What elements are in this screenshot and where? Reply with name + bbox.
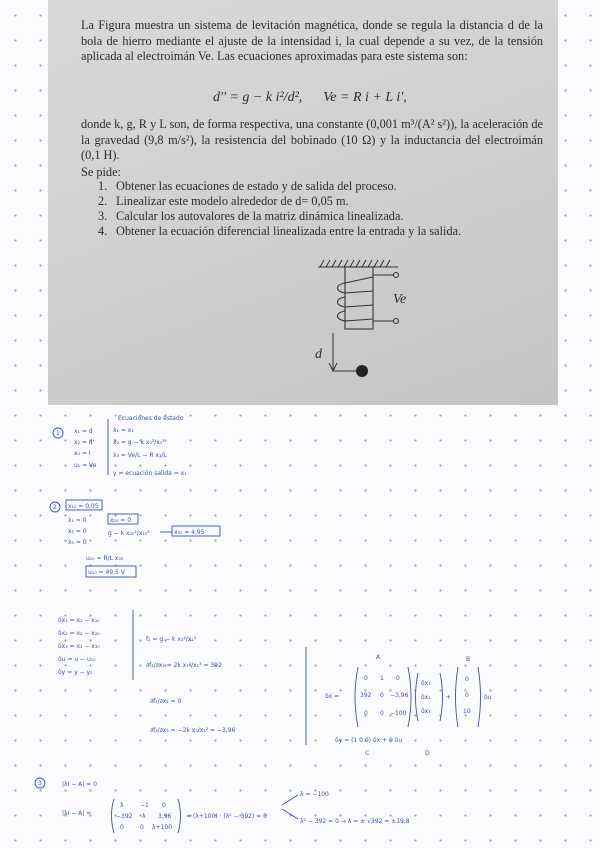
- task-item: 2. Linealizar este modelo alrededor de d= 0,05 m.: [98, 194, 349, 208]
- problem-photo: [48, 0, 558, 405]
- plus-sign: +: [446, 694, 452, 701]
- matrix-a-cell: 0: [380, 710, 384, 717]
- x20-value: x₂₀ = 0: [110, 517, 132, 524]
- state-vector: δx₂: [421, 694, 431, 701]
- eigenvalue-1: λ = −100: [300, 791, 329, 798]
- matrix-a-cell: 0: [364, 675, 368, 682]
- part2-line: ẋ₃ = 0: [68, 539, 87, 546]
- part1-def: u₁ = Ve: [74, 462, 97, 469]
- partial-x2: ∂f₂/∂x₂ = 0: [150, 698, 182, 705]
- branch-lines: [282, 795, 298, 819]
- matrix-a-label: A: [376, 654, 381, 661]
- matrix-c-label: C: [365, 750, 370, 757]
- delta-x-dot: δẋ =: [325, 693, 340, 700]
- part1-marker: 1: [56, 430, 60, 437]
- state-vector: δx₃: [421, 708, 431, 715]
- matrix-a-cell: 0: [380, 692, 384, 699]
- matrix-d-label: D: [425, 750, 430, 757]
- matrix-b-cell: 0: [465, 692, 469, 699]
- characteristic-equation: |λI − A| = 0: [62, 781, 97, 788]
- part2-line: ẋ₁ = 0: [68, 517, 87, 524]
- problem-constants: donde k, g, R y L son, de forma respectiva, una constante (0,001 m³/(A² s²)), la aceleración de la gravedad (9,8 m/s²), la resistencia del bobinado (10 Ω) y la inductancia del electroimán (0,1 H).: [81, 117, 543, 163]
- x30-value: x₃₀ = 4,95: [174, 529, 205, 536]
- det-cell: 0: [120, 824, 124, 831]
- part2-notes: [50, 500, 220, 577]
- matrix-a-cell: 0: [396, 675, 400, 682]
- det-cell: −1: [140, 802, 149, 809]
- task-item: 1. Obtener las ecuaciones de estado y de salida del proceso.: [98, 179, 397, 193]
- matrix-b-cell: 10: [463, 708, 471, 715]
- part2-marker: 2: [53, 504, 57, 511]
- se-pide-label: Se pide:: [81, 165, 121, 179]
- u10-line: u₁₀ = R/L x₃₀: [86, 555, 124, 562]
- det-cell: λ: [142, 813, 146, 820]
- f2-definition: f₂ = g − k x₃²/x₁²: [146, 636, 197, 643]
- matrix-b-label: B: [466, 656, 471, 663]
- matrix-a-cell: 392: [360, 692, 372, 699]
- task-item: 3. Calcular los autovalores de la matriz dinámica linealizada.: [98, 209, 404, 223]
- electromagnet-core: [338, 267, 399, 329]
- equation-electric: Ve = R i + L i',: [323, 90, 407, 105]
- part3-marker: 3: [38, 780, 42, 787]
- part1-notes: [53, 415, 187, 477]
- partial-x1: ∂f₂/∂x₁ = 2k x₃²/x₁³ = 392: [146, 662, 222, 669]
- part1-eq: ẋ₁ = x₂: [113, 427, 134, 434]
- matrix-a-cell: −100: [390, 710, 407, 717]
- eigenvalue-2: λ² − 392 = 0 → λ = ± √392 = ±19,8: [300, 818, 410, 825]
- problem-intro: La Figura muestra un sistema de levitación magnética, donde se regula la distancia d de la bola de hierro mediante el ajuste de la intensidad i, la cual depende a su vez, de la tensión aplicada al electroimán Ve. Las ecuaciones aproximadas para este sistema son:: [81, 18, 543, 64]
- delta-line: δu = u − u₁₀: [58, 656, 96, 663]
- distance-arrow: [329, 333, 360, 371]
- u10-value: u₁₀ = 49,5 V: [88, 569, 125, 576]
- det-label: |λI − A| =: [62, 810, 92, 817]
- det-expansion: = (λ+100) · (λ² − 392) = 0: [186, 813, 267, 820]
- handwritten-notes: [0, 405, 600, 848]
- partial-x3: ∂f₂/∂x₃ = −2k x₃/x₁² = −3,96: [150, 727, 236, 734]
- d-label: d: [315, 347, 322, 362]
- output-equation: δy = (1 0 0) δx + 0 δu: [335, 737, 403, 744]
- part3-notes: [35, 778, 410, 833]
- part1-eq: y = ecuación salida = x₁: [113, 470, 187, 477]
- delta-line: δy = y − y₀: [58, 669, 93, 676]
- levitation-diagram: [263, 255, 423, 390]
- det-cell: 0: [140, 824, 144, 831]
- det-cell: 3,96: [158, 813, 172, 820]
- part2-mid: g − k x₃₀²/x₁₀²: [108, 530, 150, 537]
- det-cell: λ+100: [152, 824, 173, 831]
- matrix-a-cell: 0: [364, 710, 368, 717]
- matrix-a-cell: 1: [380, 675, 384, 682]
- linearization-notes: [58, 610, 492, 757]
- task-list: [98, 179, 461, 239]
- delta-line: δx₃ = x₃ − x₃₀: [58, 643, 100, 650]
- ceiling-hatch: [318, 260, 398, 267]
- part1-def: x₂ = d': [74, 439, 95, 446]
- delta-line: δx₁ = x₁ − x₁₀: [58, 617, 100, 624]
- part1-heading: Ecuaciones de estado: [118, 415, 184, 422]
- task-item: 4. Obtener la ecuación diferencial linealizada entre la entrada y la salida.: [98, 224, 462, 238]
- det-cell: −392: [116, 813, 133, 820]
- part1-eq: ẋ₂ = g − k x₃²/x₁²: [113, 439, 165, 446]
- det-cell: 0: [162, 802, 166, 809]
- part2-line: ẋ₂ = 0: [68, 528, 87, 535]
- iron-ball: [356, 365, 368, 377]
- equilibrium-point: x₁₀ = 0,05: [68, 503, 99, 510]
- matrix-a-cell: −3,96: [390, 692, 409, 699]
- delta-u: δu: [484, 694, 492, 701]
- part1-def: x₁ = d: [74, 428, 93, 435]
- matrix-b-cell: 0: [465, 676, 469, 683]
- delta-line: δx₂ = x₂ − x₂₀: [58, 630, 100, 637]
- state-vector: δx₁: [421, 680, 431, 687]
- part1-def: x₃ = i: [74, 450, 91, 457]
- ve-label: Ve: [393, 292, 407, 307]
- part1-eq: ẋ₃ = Ve/L − R x₃/L: [113, 452, 167, 459]
- model-equations: [213, 90, 407, 106]
- det-cell: λ: [120, 802, 124, 809]
- equation-motion: d'' = g − k i²/d²,: [213, 90, 303, 105]
